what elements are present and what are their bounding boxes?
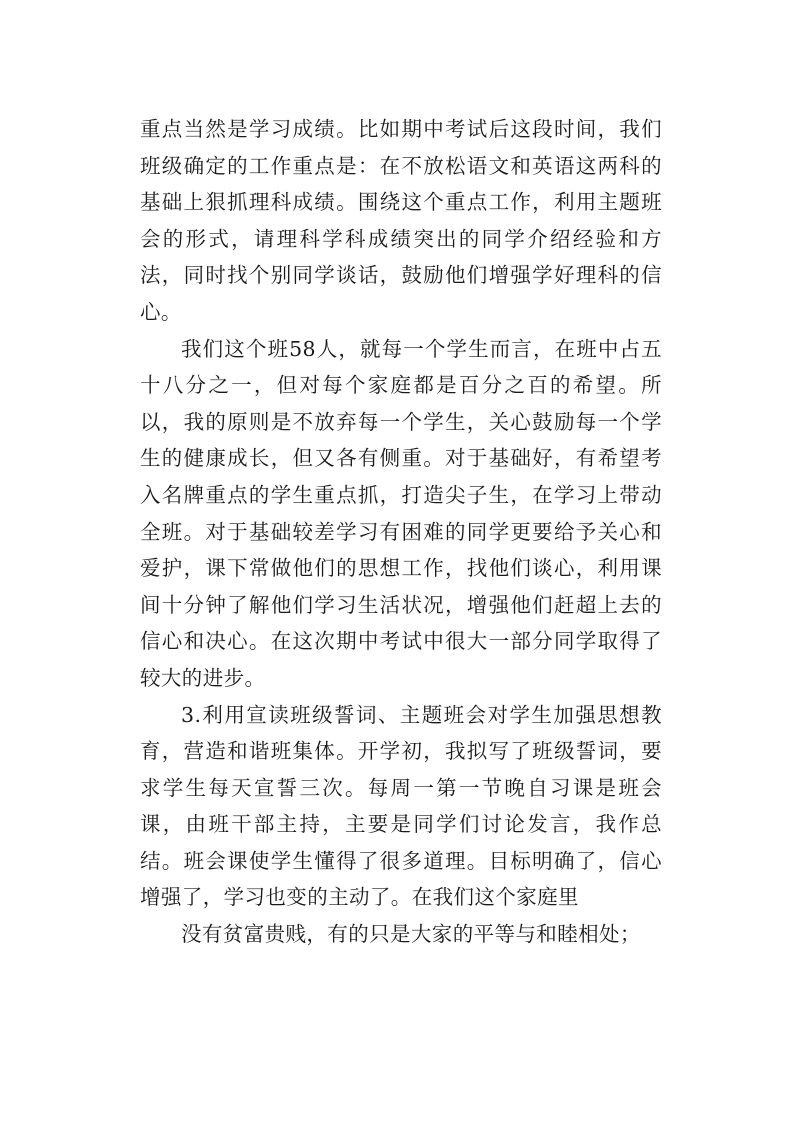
paragraph-1: 重点当然是学习成绩。比如期中考试后这段时间，我们班级确定的工作重点是：在不放松语文和英语这两科的基础上狠抓理科成绩。围绕这个重点工作，利用主题班会的形式，请理科学科成绩突出的同学介绍经验和方法，同时找个别同学谈话，鼓励他们增强学好理科的信心。 <box>140 117 662 324</box>
paragraph-3: 3.利用宣读班级誓词、主题班会对学生加强思想教育，营造和谐班集体。开学初，我拟写了班级誓词，要求学生每天宣誓三次。每周一第一节晚自习课是班会课，由班干部主持，主要是同学们讨论发言，我作总结。班会课使学生懂得了很多道理。目标明确了，信心增强了，学习也变的主动了。在我们这个家庭里 <box>140 702 662 910</box>
document-body <box>140 111 662 953</box>
paragraph-4: 没有贫富贵贱，有的只是大家的平等与和睦相处； <box>181 922 641 947</box>
paragraph-2: 我们这个班58人，就每一个学生而言，在班中占五十八分之一，但对每个家庭都是百分之百的希望。所以，我的原则是不放弃每一个学生，关心鼓励每一个学生的健康成长，但又各有侧重。对于基础好，有希望考入名牌重点的学生重点抓，打造尖子生，在学习上带动全班。对于基础较差学习有困难的同学更要给予关心和爱护，课下常做他们的思想工作，找他们谈心，利用课间十分钟了解他们学习生活状况，增强他们赶超上去的信心和决心。在这次期中考试中很大一部分同学取得了较大的进步。 <box>140 336 662 690</box>
